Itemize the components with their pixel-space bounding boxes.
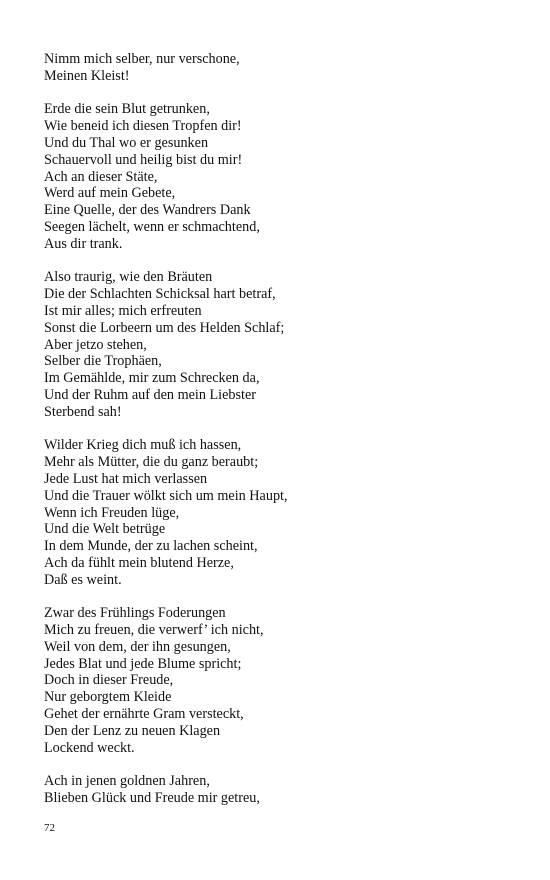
poem-line: Ach an dieser Stäte,	[44, 168, 158, 185]
poem-line: Aus dir trank.	[44, 235, 123, 252]
poem-line: Schauervoll und heilig bist du mir!	[44, 151, 243, 168]
poem-line: Sterbend sah!	[44, 403, 122, 420]
poem-line: Selber die Trophäen,	[44, 353, 162, 370]
poem-line: Und du Thal wo er gesunken	[44, 134, 209, 151]
poem-line: Jedes Blat und jede Blume spricht;	[44, 655, 242, 672]
poem-line: Ach da fühlt mein blutend Herze,	[44, 554, 234, 571]
poem-line: Und die Welt betrüge	[44, 521, 166, 538]
stanza	[44, 773, 524, 807]
poem-line: Im Gemählde, mir zum Schrecken da,	[44, 370, 260, 387]
poem-line: Nur geborgtem Kleide	[44, 689, 172, 706]
poem-line: Jede Lust hat mich verlassen	[44, 470, 208, 487]
poem-text	[44, 51, 524, 807]
poem-line: Nimm mich selber, nur verschone,	[44, 51, 240, 67]
poem-line: Wilder Krieg dich muß ich hassen,	[44, 437, 242, 454]
poem-line: Mich zu freuen, die verwerf’ ich nicht,	[44, 622, 264, 639]
poem-line: Aber jetzo stehen,	[44, 336, 147, 353]
poem-line: Doch in dieser Freude,	[44, 672, 174, 689]
poem-line: Ist mir alles; mich erfreuten	[44, 302, 202, 319]
poem-line: Den der Lenz zu neuen Klagen	[44, 722, 221, 739]
stanza	[44, 51, 524, 85]
poem-line: Ach in jenen goldnen Jahren,	[44, 773, 210, 790]
poem-line: Eine Quelle, der des Wandrers Dank	[44, 202, 251, 219]
poem-line: Sonst die Lorbeern um des Helden Schlaf;	[44, 319, 285, 336]
poem-line: In dem Munde, der zu lachen scheint,	[44, 538, 258, 555]
poem-line: Und die Trauer wölkt sich um mein Haupt,	[44, 487, 288, 504]
stanza	[44, 269, 524, 420]
poem-line: Blieben Glück und Freude mir getreu,	[44, 790, 260, 807]
poem-line: Seegen lächelt, wenn er schmachtend,	[44, 218, 260, 235]
poem-line: Werd auf mein Gebete,	[44, 185, 176, 202]
page-number: 72	[44, 822, 55, 834]
poem-line: Weil von dem, der ihn gesungen,	[44, 638, 231, 655]
poem-line: Erde die sein Blut getrunken,	[44, 101, 210, 118]
poem-line: Daß es weint.	[44, 571, 122, 588]
poem-line: Mehr als Mütter, die du ganz beraubt;	[44, 454, 259, 471]
poem-line: Wie beneid ich diesen Tropfen dir!	[44, 118, 242, 135]
poem-line: Wenn ich Freuden lüge,	[44, 504, 180, 521]
poem-line: Zwar des Frühlings Foderungen	[44, 605, 226, 622]
poem-line: Meinen Kleist!	[44, 67, 130, 84]
poem-line: Die der Schlachten Schicksal hart betraf,	[44, 286, 276, 303]
poem-line: Und der Ruhm auf den mein Liebster	[44, 386, 256, 403]
poem-line: Gehet der ernährte Gram versteckt,	[44, 706, 244, 723]
stanza	[44, 605, 524, 756]
poem-line: Lockend weckt.	[44, 739, 135, 756]
stanza	[44, 437, 524, 588]
poem-line: Also traurig, wie den Bräuten	[44, 269, 213, 286]
stanza	[44, 101, 524, 252]
